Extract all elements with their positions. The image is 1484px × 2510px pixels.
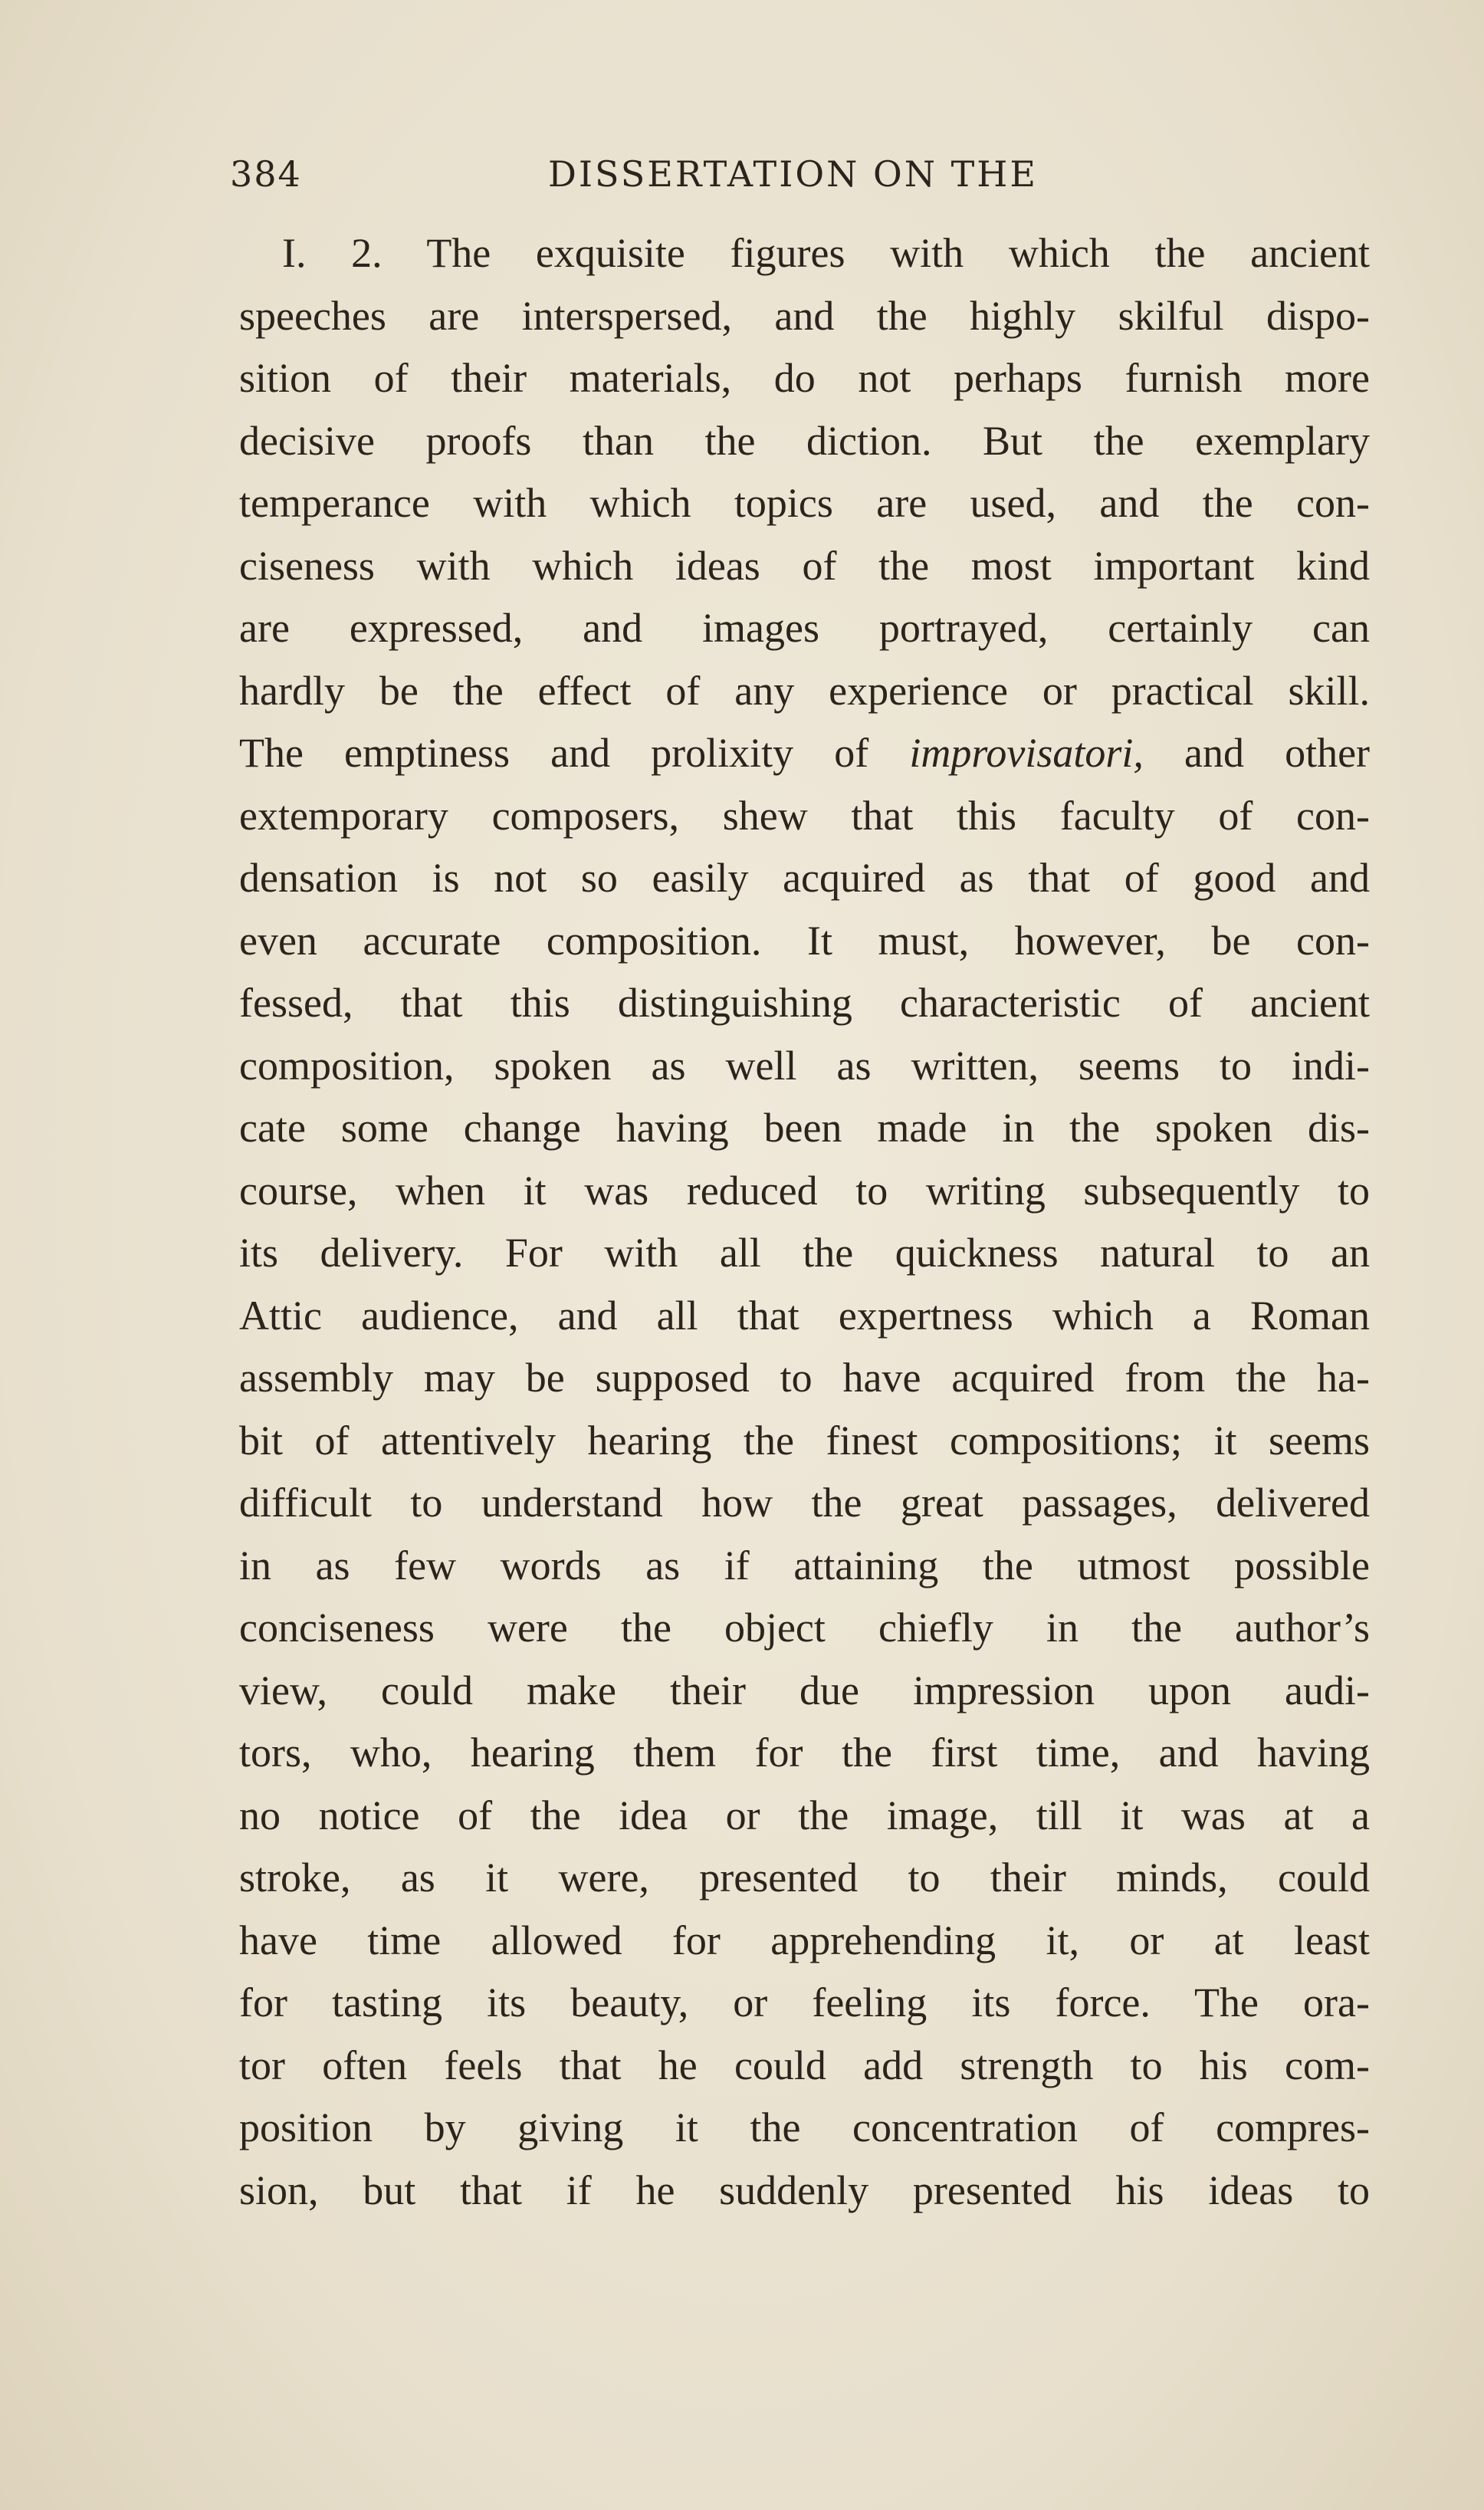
page-header (230, 153, 1364, 199)
page-number: 384 (230, 153, 302, 195)
text-line: decisive proofs than the diction. But the exemplary (239, 417, 1370, 464)
running-head: DISSERTATION ON THE (548, 153, 1038, 195)
italic-term: improvisatori, (909, 730, 1144, 776)
text-line: tors, who, hearing them for the first time, and having (239, 1730, 1370, 1776)
text-line: difficult to understand how the great passages, delivered (239, 1480, 1370, 1526)
text-segment: and other (1184, 730, 1371, 776)
text-line: temperance with which topics are used, and the con- (239, 480, 1370, 526)
body-text (239, 222, 1370, 2222)
text-line: fessed, that this distinguishing characteristic of ancient (239, 980, 1370, 1026)
text-line: conciseness were the object chiefly in the author’s (239, 1605, 1370, 1651)
text-line: view, could make their due impression upon audi- (239, 1667, 1370, 1713)
text-line: sion, but that if he suddenly presented his ideas to (239, 2167, 1370, 2213)
text-line: composition, spoken as well as written, seems to indi- (239, 1042, 1370, 1089)
text-line: Attic audience, and all that expertness which a Roman (239, 1292, 1370, 1339)
text-line: ciseness with which ideas of the most important kind (239, 542, 1370, 589)
text-line: have time allowed for apprehending it, or at least (239, 1917, 1370, 1963)
text-line-with-italic (239, 722, 1370, 785)
text-line: I. 2. The exquisite figures with which the ancient (282, 230, 1370, 276)
text-line: assembly may be supposed to have acquired from the ha- (239, 1355, 1370, 1401)
text-line: cate some change having been made in the spoken dis- (239, 1105, 1370, 1151)
text-line: are expressed, and images portrayed, certainly can (239, 605, 1370, 651)
text-line: sition of their materials, do not perhaps furnish more (239, 355, 1370, 401)
text-line: stroke, as it were, presented to their minds, could (239, 1855, 1370, 1901)
text-line: hardly be the effect of any experience or practical skill. (239, 667, 1370, 714)
text-line: densation is not so easily acquired as that of good and (239, 855, 1370, 901)
text-line: speeches are interspersed, and the highly skilful dispo- (239, 292, 1370, 339)
text-line: tor often feels that he could add strength to his com- (239, 2042, 1370, 2088)
text-line: course, when it was reduced to writing subsequently to (239, 1167, 1370, 1214)
text-line: no notice of the idea or the image, till it was at a (239, 1792, 1370, 1838)
text-segment: The emptiness and prolixity of (239, 730, 869, 776)
text-line: extemporary composers, shew that this faculty of con- (239, 792, 1370, 839)
text-line: bit of attentively hearing the finest compositions; it seems (239, 1417, 1370, 1464)
text-line: for tasting its beauty, or feeling its force. The ora- (239, 1979, 1370, 2025)
text-line: even accurate composition. It must, however, be con- (239, 917, 1370, 964)
text-line: its delivery. For with all the quickness natural to an (239, 1230, 1370, 1276)
text-line: in as few words as if attaining the utmost possible (239, 1542, 1370, 1588)
text-line: position by giving it the concentration of compres- (239, 2104, 1370, 2150)
